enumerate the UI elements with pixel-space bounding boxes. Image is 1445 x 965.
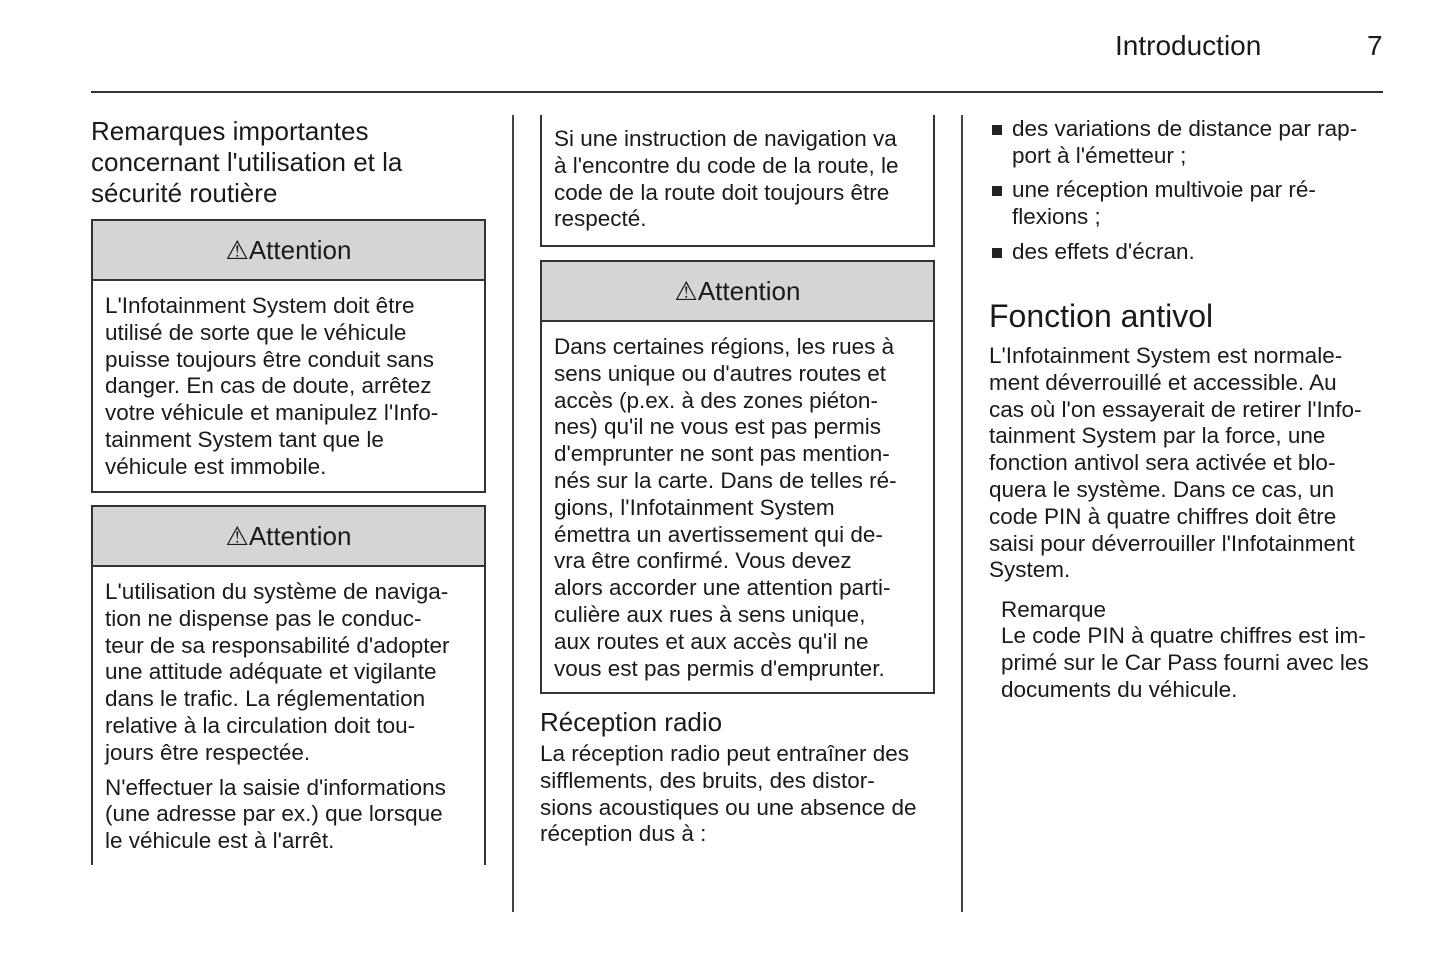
attention-header — [93, 221, 484, 281]
list-item — [992, 116, 1357, 170]
attention-box — [91, 219, 486, 493]
bullet-text: des effets d'écran. — [1012, 239, 1195, 264]
attention-title: Attention — [248, 520, 352, 551]
section-heading: Remarques importantes concernant l'utilisation et la sécurité routière — [91, 116, 403, 208]
attention-text: Dans certaines régions, les rues à sens unique ou d'autres routes et accès (p.ex. à des zones piéton- nes) qu'il ne vous est pas permis d'emprunter ne sont pas mention- nés sur la carte. Dans de telles ré- gions, l'Infotainment System émettra un avertissement qui de- vra être confirmé. Vous devez alors accorder une attention parti- culière aux rues à sens unique, aux routes et aux accès qu'il ne vous est pas permis d'emprunter. — [554, 334, 897, 681]
list-item — [992, 239, 1195, 266]
attention-box — [540, 260, 935, 694]
bullet-icon — [992, 248, 1002, 258]
attention-title: Attention — [697, 275, 801, 306]
page-number: 7 — [1367, 30, 1383, 61]
bullet-icon — [992, 186, 1002, 196]
note-title: Remarque — [1001, 597, 1107, 622]
attention-text: L'Infotainment System doit être utilisé de sorte que le véhicule puisse toujours être conduit sans danger. En cas de doute, arrêtez votre véhicule et manipulez l'Info- tainment System tant que le véhicule est immobile. — [105, 293, 439, 479]
attention-header — [93, 507, 484, 567]
attention-title: Attention — [248, 234, 352, 265]
warning-triangle-icon: ⚠ — [674, 275, 698, 306]
header-rule — [91, 91, 1383, 93]
radio-text: La réception radio peut entraîner des sifflements, des bruits, des distor- sions acoustiques ou une absence de réception dus à : — [540, 741, 917, 847]
attention-box-continued — [540, 115, 935, 247]
bullet-text: une réception multivoie par ré- flexions ; — [1012, 177, 1316, 229]
attention-header — [542, 262, 933, 322]
antivol-heading: Fonction antivol — [989, 298, 1214, 334]
note-text: Le code PIN à quatre chiffres est im- primé sur le Car Pass fourni avec les documents du véhicule. — [1001, 623, 1369, 702]
column-divider — [512, 115, 514, 912]
bullet-icon — [992, 125, 1002, 135]
column-divider — [961, 115, 963, 912]
radio-heading: Réception radio — [540, 707, 723, 737]
warning-triangle-icon: ⚠ — [225, 234, 249, 265]
attention-text: L'utilisation du système de naviga- tion ne dispense pas le conduc- teur de sa responsabilité d'adopter une attitude adéquate et vigilante dans le trafic. La réglementation relative à la circulation doit tou- jours être respectée. — [105, 579, 450, 765]
bullet-text: des variations de distance par rap- port à l'émetteur ; — [1012, 116, 1358, 168]
attention-text: Si une instruction de navigation va à l'encontre du code de la route, le code de la route doit toujours être respecté. — [554, 126, 899, 232]
attention-text: N'effectuer la saisie d'informations (une adresse par ex.) que lorsque le véhicule est à l'arrêt. — [105, 774, 446, 854]
section-title: Introduction — [1115, 30, 1262, 61]
warning-triangle-icon: ⚠ — [225, 520, 249, 551]
attention-box — [91, 505, 486, 865]
antivol-text: L'Infotainment System est normale- ment déverrouillé et accessible. Au cas où l'on essayerait de retirer l'Info- tainment System par la force, une fonction antivol sera activée et blo- quera le système. Dans ce cas, un code PIN à quatre chiffres doit être saisi pour déverrouiller l'Infotainment System. — [989, 343, 1362, 583]
list-item — [992, 177, 1316, 231]
